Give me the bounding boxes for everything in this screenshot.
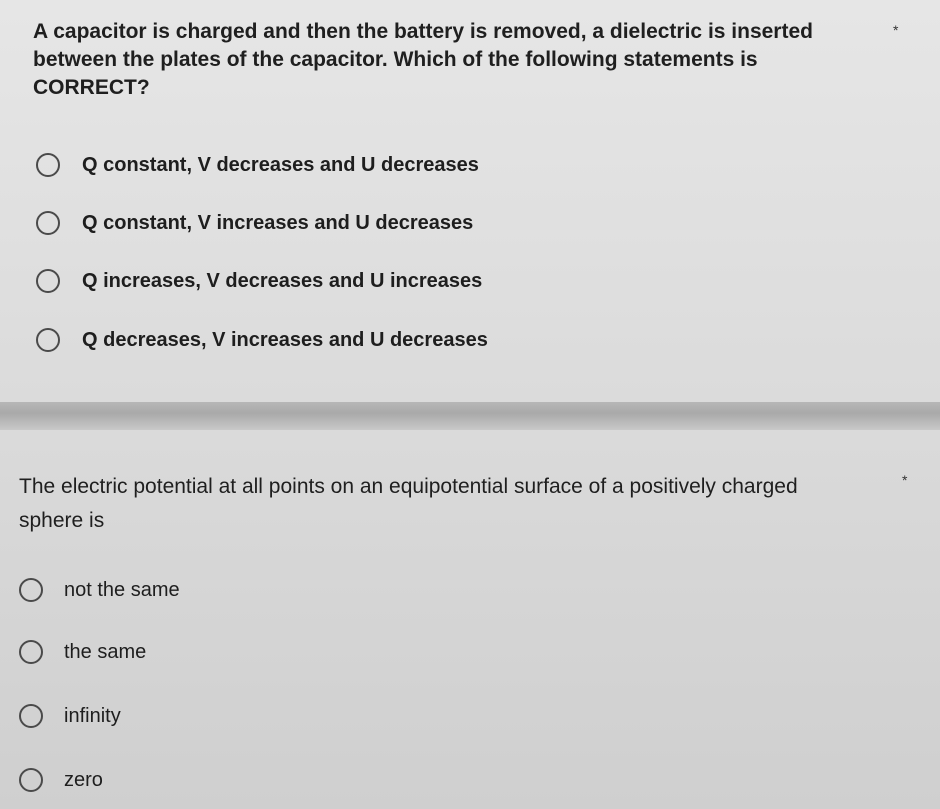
radio-option[interactable] <box>36 269 482 293</box>
option-label: Q constant, V decreases and U decreases <box>82 153 479 176</box>
question-card-1 <box>0 0 940 402</box>
radio-option[interactable] <box>36 153 479 177</box>
required-asterisk: * <box>902 472 908 488</box>
option-label: the same <box>64 640 147 663</box>
radio-option[interactable] <box>36 328 488 352</box>
question-text: The electric potential at all points on an equipotential surface of a positively charged sphere is <box>19 475 798 532</box>
radio-button[interactable] <box>36 211 60 235</box>
radio-option[interactable] <box>19 640 146 664</box>
radio-option[interactable] <box>19 768 103 792</box>
radio-option[interactable] <box>36 211 473 235</box>
radio-button[interactable] <box>19 640 43 664</box>
option-label: zero <box>64 768 103 791</box>
radio-button[interactable] <box>19 704 43 728</box>
radio-option[interactable] <box>19 578 180 602</box>
option-label: Q decreases, V increases and U decreases <box>82 328 488 351</box>
question-card-2 <box>0 430 940 809</box>
option-label: infinity <box>64 704 121 727</box>
radio-button[interactable] <box>19 578 43 602</box>
option-label: Q increases, V decreases and U increases <box>82 269 483 292</box>
option-label: Q constant, V increases and U decreases <box>82 211 474 234</box>
radio-button[interactable] <box>19 768 43 792</box>
question-text: A capacitor is charged and then the battery is removed, a dielectric is inserted between the plates of the capacitor. Which of the following statements is CORRECT? <box>33 20 813 99</box>
radio-button[interactable] <box>36 328 60 352</box>
section-divider <box>0 402 940 430</box>
required-asterisk: * <box>893 22 899 38</box>
option-label: not the same <box>64 578 180 601</box>
radio-option[interactable] <box>19 704 121 728</box>
radio-button[interactable] <box>36 153 60 177</box>
radio-button[interactable] <box>36 269 60 293</box>
